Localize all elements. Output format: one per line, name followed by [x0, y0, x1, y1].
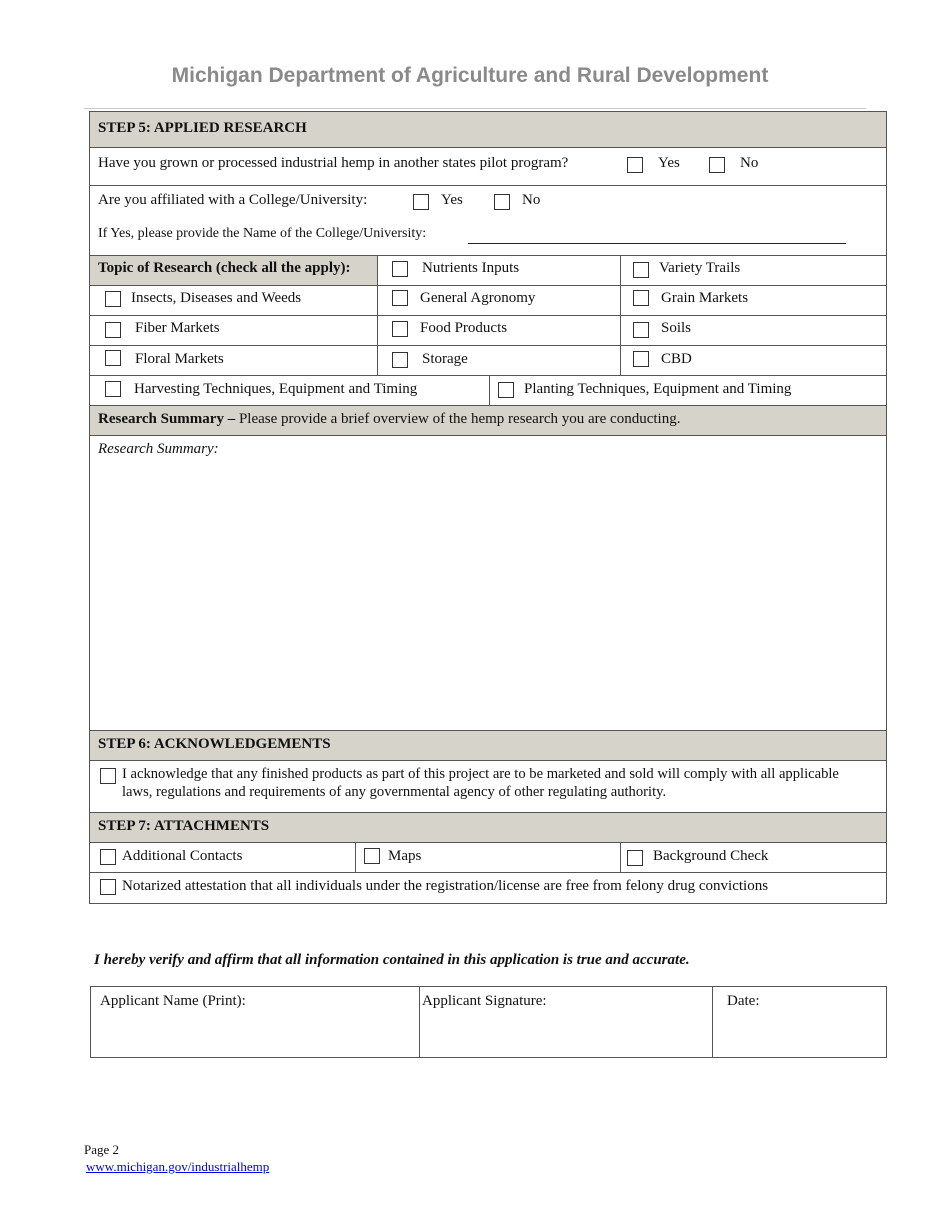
cell-divider	[620, 316, 621, 345]
grain-markets-label: Grain Markets	[661, 290, 749, 306]
college-no-checkbox[interactable]	[494, 194, 510, 210]
storage-label: Storage	[422, 351, 468, 367]
acknowledgement-row	[90, 761, 886, 813]
cell-divider	[377, 286, 378, 315]
college-yes-label: Yes	[441, 192, 463, 208]
attachments-row	[90, 843, 886, 873]
research-summary-bold: Research Summary –	[98, 411, 236, 427]
additional-contacts-checkbox[interactable]	[100, 849, 116, 865]
fiber-markets-checkbox[interactable]	[105, 322, 121, 338]
college-yes-checkbox[interactable]	[413, 194, 429, 210]
planting-checkbox[interactable]	[498, 382, 514, 398]
verification-statement: I hereby verify and affirm that all information contained in this application is true and accurate.	[94, 952, 690, 968]
college-name-label: If Yes, please provide the Name of the College/University:	[98, 226, 427, 241]
step7-header	[90, 813, 886, 843]
research-summary-instructions	[98, 411, 680, 428]
grain-markets-checkbox[interactable]	[633, 290, 649, 306]
date-label: Date:	[727, 993, 760, 1009]
cell-divider	[620, 256, 621, 285]
cell-divider	[712, 987, 713, 1057]
research-summary-header	[90, 406, 886, 436]
nutrients-inputs-checkbox[interactable]	[392, 261, 408, 277]
research-summary-label: Research Summary:	[98, 441, 219, 457]
soils-checkbox[interactable]	[633, 322, 649, 338]
cbd-label: CBD	[661, 351, 692, 367]
planting-label: Planting Techniques, Equipment and Timing	[524, 381, 792, 397]
notarized-row	[90, 873, 886, 903]
cell-divider	[620, 346, 621, 375]
topic-row-5	[90, 376, 886, 406]
acknowledgement-line-1: I acknowledge that any finished products as part of this project are to be marketed and sold will comply with all applicable	[122, 766, 839, 782]
college-row	[90, 186, 886, 256]
background-check-checkbox[interactable]	[627, 850, 643, 866]
college-question: Are you affiliated with a College/University:	[98, 192, 368, 208]
nutrients-inputs-label: Nutrients Inputs	[422, 260, 520, 276]
variety-trails-label: Variety Trails	[659, 260, 741, 276]
additional-contacts-label: Additional Contacts	[122, 848, 243, 864]
floral-markets-label: Floral Markets	[135, 351, 224, 367]
food-products-label: Food Products	[420, 320, 508, 336]
general-agronomy-checkbox[interactable]	[392, 290, 408, 306]
cell-divider	[355, 843, 356, 872]
topic-row-1	[90, 256, 886, 286]
application-form	[89, 111, 887, 904]
food-products-checkbox[interactable]	[392, 321, 408, 337]
maps-label: Maps	[388, 848, 422, 864]
background-check-label: Background Check	[653, 848, 769, 864]
cbd-checkbox[interactable]	[633, 351, 649, 367]
harvesting-checkbox[interactable]	[105, 381, 121, 397]
page-number: Page 2	[84, 1142, 120, 1157]
acknowledgement-checkbox[interactable]	[100, 768, 116, 784]
harvesting-label: Harvesting Techniques, Equipment and Timing	[134, 381, 418, 397]
step5-title: STEP 5: APPLIED RESEARCH	[98, 120, 307, 136]
research-summary-field[interactable]	[90, 436, 886, 731]
pilot-program-question: Have you grown or processed industrial hemp in another states pilot program?	[98, 155, 569, 171]
cell-divider	[377, 316, 378, 345]
cell-divider	[377, 256, 378, 285]
pilot-no-label: No	[740, 155, 759, 171]
fiber-markets-label: Fiber Markets	[135, 320, 220, 336]
topic-row-4	[90, 346, 886, 376]
pilot-yes-label: Yes	[658, 155, 680, 171]
cell-divider	[620, 843, 621, 872]
storage-checkbox[interactable]	[392, 352, 408, 368]
soils-label: Soils	[661, 320, 692, 336]
notarized-checkbox[interactable]	[100, 879, 116, 895]
pilot-yes-checkbox[interactable]	[627, 157, 643, 173]
cell-divider	[419, 987, 420, 1057]
floral-markets-checkbox[interactable]	[105, 350, 121, 366]
page-title: Michigan Department of Agriculture and Rural Development	[171, 64, 769, 87]
step6-header	[90, 731, 886, 761]
header-divider	[84, 108, 866, 109]
acknowledgement-line-2: laws, regulations and requirements of any governmental agency of other regulating authority.	[122, 784, 667, 800]
notarized-label: Notarized attestation that all individuals under the registration/license are free from felony drug convictions	[122, 878, 769, 894]
step5-header	[90, 112, 886, 148]
research-summary-text: Please provide a brief overview of the hemp research you are conducting.	[235, 411, 681, 427]
maps-checkbox[interactable]	[364, 848, 380, 864]
college-name-field[interactable]	[468, 243, 846, 244]
website-link[interactable]: www.michigan.gov/industrialhemp	[86, 1159, 270, 1174]
topic-row-3	[90, 316, 886, 346]
step7-title: STEP 7: ATTACHMENTS	[98, 818, 270, 834]
college-no-label: No	[522, 192, 541, 208]
applicant-name-label: Applicant Name (Print):	[100, 993, 246, 1009]
cell-divider	[489, 376, 490, 405]
insects-label: Insects, Diseases and Weeds	[131, 290, 302, 306]
cell-divider	[377, 346, 378, 375]
cell-divider	[620, 286, 621, 315]
general-agronomy-label: General Agronomy	[420, 290, 536, 306]
pilot-program-row	[90, 148, 886, 186]
variety-trails-checkbox[interactable]	[633, 262, 649, 278]
insects-checkbox[interactable]	[105, 291, 121, 307]
topic-row-2	[90, 286, 886, 316]
topic-label: Topic of Research (check all the apply):	[98, 260, 351, 276]
signature-table	[90, 986, 887, 1058]
step6-title: STEP 6: ACKNOWLEDGEMENTS	[98, 736, 331, 752]
applicant-signature-label: Applicant Signature:	[422, 993, 547, 1009]
pilot-no-checkbox[interactable]	[709, 157, 725, 173]
